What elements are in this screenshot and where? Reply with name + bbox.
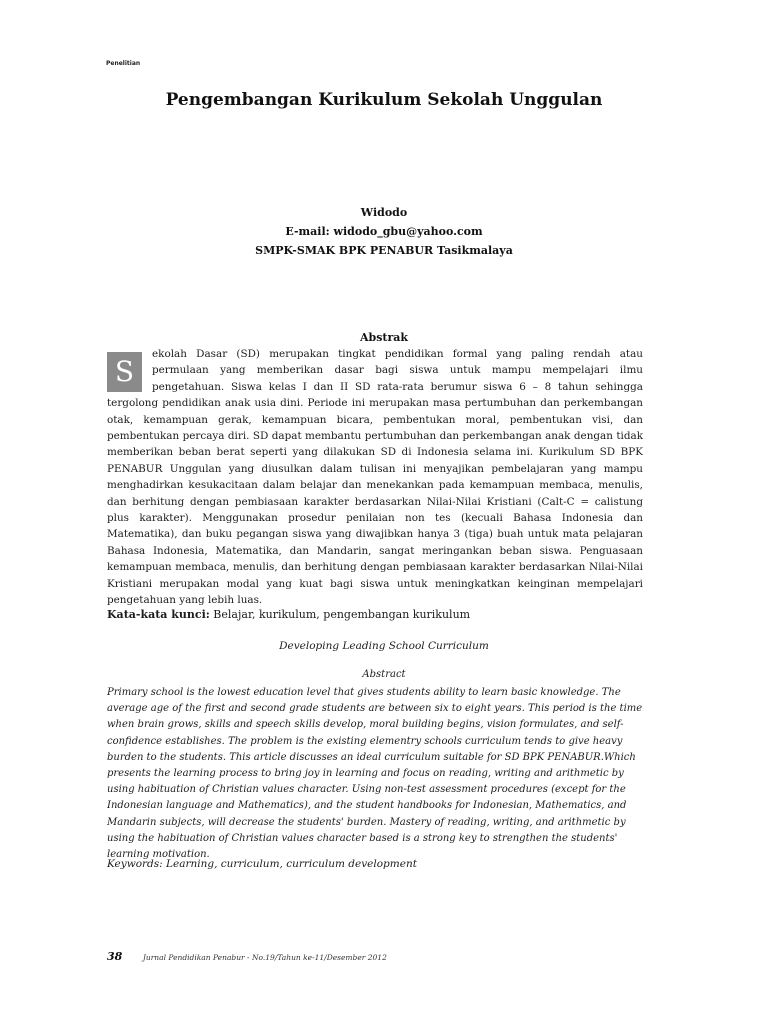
journal-citation: Jurnal Pendidikan Penabur - No.19/Tahun ke-11/Desember 2012: [142, 953, 387, 962]
keywords-text: Belajar, kurikulum, pengembangan kurikulum: [209, 608, 471, 621]
author-name: Widodo: [360, 206, 408, 219]
author-affiliation: SMPK-SMAK BPK PENABUR Tasikmalaya: [255, 244, 513, 257]
keywords-indonesian: [107, 608, 647, 621]
english-title: Developing Leading School Curriculum: [279, 640, 489, 652]
abstract-heading: Abstrak: [359, 331, 409, 344]
dropcap: S: [107, 352, 142, 392]
page-number: 38: [107, 950, 123, 963]
abstract-text: ekolah Dasar (SD) merupakan tingkat pendidikan formal yang paling rendah atau permulaan yang memberikan dasar bagi siswa untuk mampu mempelajari ilmu pengetahuan. Siswa kelas I dan II SD rata-rata berumur siswa 6 – 8 tahun sehingga tergolong pendidikan anak usia dini. Periode ini merupakan masa pertumbuhan dan perkembangan otak, kemampuan gerak, kemampuan bicara, pembentukan moral, pembentukan visi, dan pembentukan percaya diri. SD dapat membantu pertumbuhan dan perkembangan anak dengan tidak memberikan beban berat seperti yang dilakukan SD di Indonesia selama ini. Kurikulum SD BPK PENABUR Unggulan yang diusulkan dalam tulisan ini menyajikan pembelajaran yang mampu menghadirkan kesukacitaan dalam belajar dan menekankan pada kemampuan membaca, menulis, dan berhitung dengan pembiasaan karakter berdasarkan Nilai-Nilai Kristiani (Calt-C = calistung plus karakter). Menggunakan prosedur penilaian non tes (kecuali Bahasa Indonesia dan Matematika), dan buku pegangan siswa yang diwajibkan hanya 3 (tiga) buah untuk mata pelajaran Bahasa Indonesia, Matematika, dan Mandarin, sangat meringankan beban siswa. Penguasaan kemampuan membaca, menulis, dan berhitung dengan pembiasaan karakter berdasarkan Nilai-Nilai Kristiani merupakan modal yang kuat bagi siswa untuk meningkatkan keinginan mempelajari pengetahuan yang lebih luas.: [107, 348, 643, 607]
abstract-body: [107, 346, 643, 609]
english-abstract-heading: Abstract: [362, 669, 406, 680]
english-abstract-body: Primary school is the lowest education level that gives students ability to learn basic knowledge. The average age of the first and second grade students are between six to eight years. This period is the time when brain grows, skills and speech skills develop, moral building begins, vision formulates, and self-confidence establishes. The problem is the existing elementry schools curriculum tends to give heavy burden to the students. This article discusses an ideal curriculum suitable for SD BPK PENABUR.Which presents the learning process to bring joy in learning and focus on reading, writing and arithmetic by using habituation of Christian values character. Using non-test assessment procedures (except for the Indonesian language and Mathematics), and the student handbooks for Indonesian, Mathematics, and Mandarin subjects, will decrease the students' burden. Mastery of reading, writing, and arithmetic by using the habituation of Christian values character based is a strong key to strengthen the students' learning motivation.: [107, 687, 643, 861]
page-footer: [107, 950, 387, 963]
keywords-english: Keywords: Learning, curriculum, curriculum development: [107, 858, 417, 870]
keywords-label: Kata-kata kunci:: [107, 608, 210, 621]
article-title: Pengembangan Kurikulum Sekolah Unggulan: [165, 90, 603, 110]
author-email: E-mail: widodo_gbu@yahoo.com: [285, 225, 483, 238]
author-block: [0, 203, 768, 260]
section-label: Penelitian: [106, 60, 141, 67]
